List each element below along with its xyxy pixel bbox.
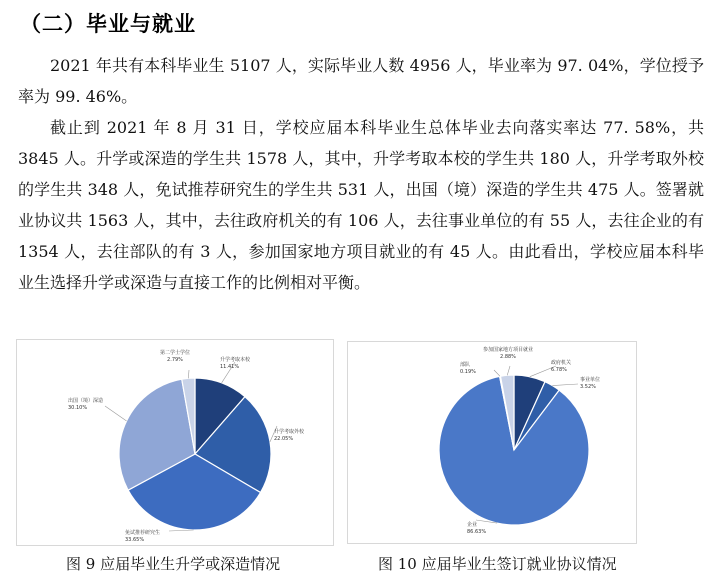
figure-9-chart (16, 339, 334, 546)
figure-9-caption: 图 9 应届毕业生升学或深造情况 (66, 555, 281, 573)
slice-label: 出国（境）深造 (68, 398, 104, 404)
slice-value-label: 33.65% (125, 537, 145, 543)
paragraph-destination (18, 112, 704, 298)
slice-value-label: 6.78% (551, 367, 567, 373)
slice-label: 参加国家地方项目就业 (482, 347, 534, 353)
leader-line (507, 366, 510, 375)
slice-value-label: 11.41% (220, 364, 240, 370)
leader-line (105, 406, 127, 421)
leader-line (169, 530, 194, 531)
section-heading: （二）毕业与就业 (20, 12, 196, 36)
slice-value-label: 0.19% (460, 369, 476, 375)
slice-value-label: 2.79% (167, 357, 183, 363)
slice-value-label: 30.10% (68, 405, 88, 411)
paragraph-graduation (18, 50, 704, 112)
slice-label: 升学考取外校 (274, 429, 305, 435)
slice-label: 免试推荐研究生 (125, 530, 161, 536)
pie-chart-employment (348, 342, 636, 543)
leader-line (188, 370, 189, 378)
figure-10-chart (347, 341, 637, 544)
slice-value-label: 3.52% (580, 384, 596, 390)
pie-chart-further-study (17, 340, 333, 545)
leader-line (552, 384, 578, 386)
slice-label: 第二学士学位 (159, 350, 191, 356)
paragraph-text: 2021 年共有本科毕业生 5107 人，实际毕业人数 4956 人，毕业率为 97. 04%，学位授予率为 99. 46%。 (18, 56, 704, 106)
slice-value-label: 86.63% (467, 529, 487, 535)
slice-value-label: 22.05% (274, 436, 294, 442)
leader-line (494, 370, 500, 376)
figure-10-caption: 图 10 应届毕业生签订就业协议情况 (378, 555, 617, 573)
slice-value-label: 2.88% (500, 354, 516, 360)
slice-label: 企业 (467, 522, 478, 528)
slice-label: 政府机关 (551, 360, 572, 366)
slice-label: 升学考取本校 (220, 357, 251, 363)
slice-label: 事业单位 (580, 377, 601, 383)
slice-label: 部队 (460, 362, 471, 368)
paragraph-text: 截止到 2021 年 8 月 31 日，学校应届本科毕业生总体毕业去向落实率达 77. 58%，共 3845 人。升学或深造的学生共 1578 人，其中，升学考取本校的学生共 180 人，升学考取外校的学生共 348 人，免试推荐研究生的学生共 531 人，出国（境）深造的学生共 475 人。签署就业协议共 1563 人，其中，去往政府机关的有 106 人，去往事业单位的有 55 人，去往企业的有 1354 人，去往部队的有 3 人，参加国家地方项目就业的有 45 人。由此看出，学校应届本科毕业生选择升学或深造与直接工作的比例相对平衡。 (18, 118, 704, 292)
